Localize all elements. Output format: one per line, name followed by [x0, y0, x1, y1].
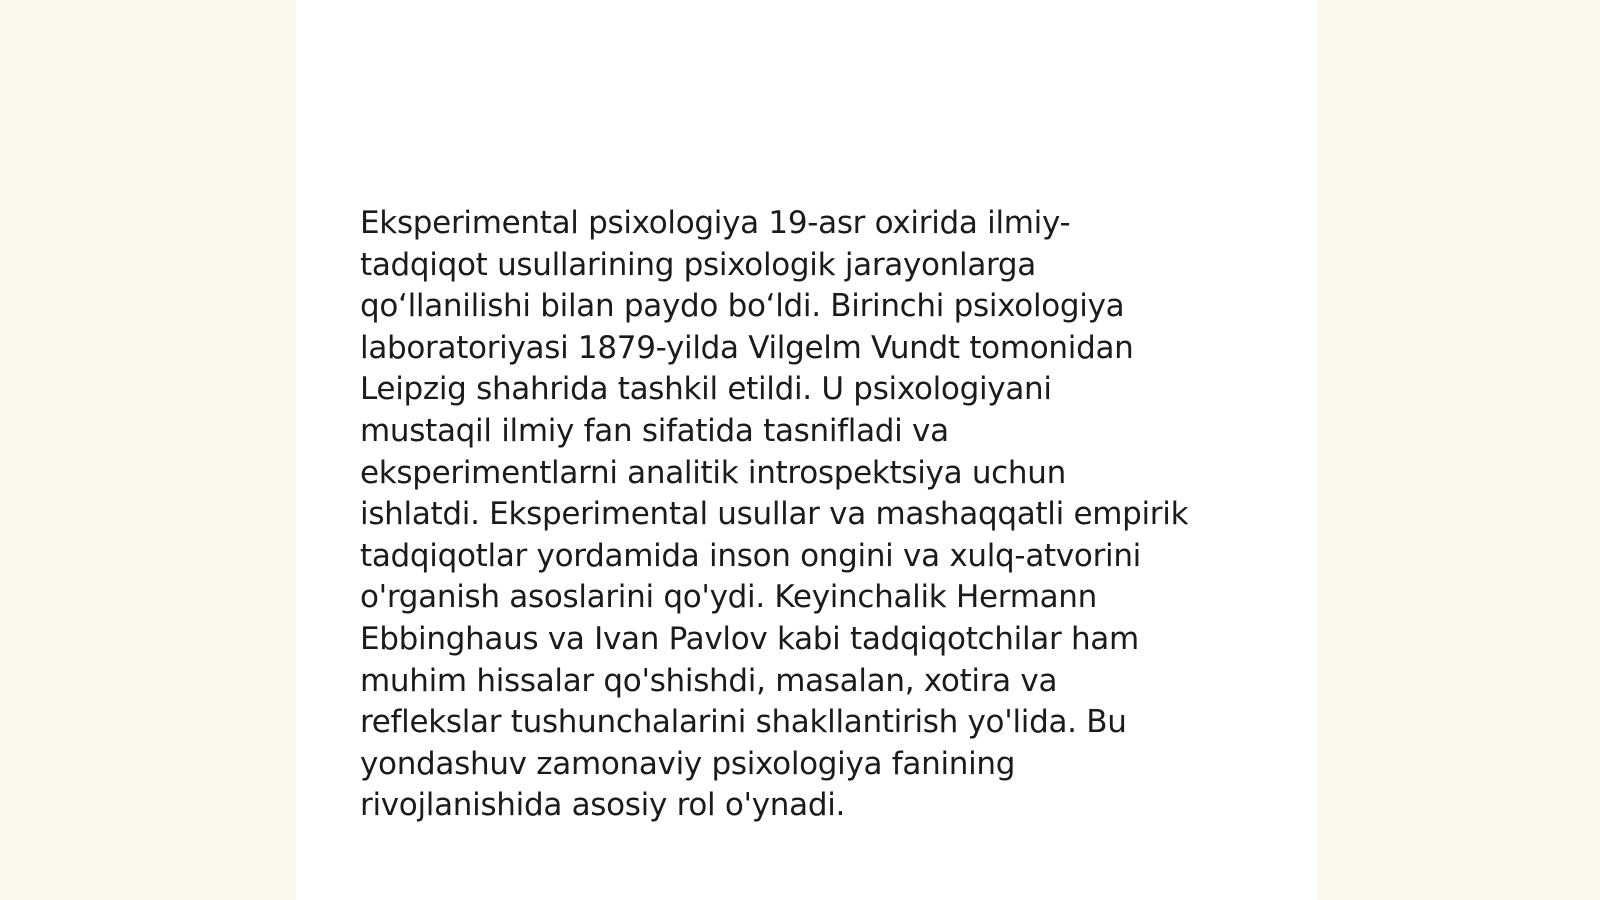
document-page: [296, 0, 1318, 900]
paragraph-line: qo‘llanilishi bilan paydo bo‘ldi. Birinchi psixologiya: [360, 288, 1125, 325]
paragraph-line: tadqiqotlar yordamida inson ongini va xulq-atvorini: [360, 537, 1141, 574]
paragraph-line: ishlatdi. Eksperimental usullar va mashaqqatli empirik: [360, 496, 1189, 533]
paragraph-line: reflekslar tushunchalarini shakllantirish yo'lida. Bu: [360, 704, 1127, 741]
body-paragraph: [360, 203, 1260, 827]
paragraph-line: Leipzig shahrida tashkil etildi. U psixologiyani: [360, 371, 1052, 408]
paragraph-line: Eksperimental psixologiya 19-asr oxirida ilmiy-: [360, 205, 1071, 241]
paragraph-line: eksperimentlarni analitik introspektsiya uchun: [360, 454, 1066, 491]
paragraph-line: rivojlanishida asosiy rol o'ynadi.: [360, 787, 846, 824]
paragraph-line: o'rganish asoslarini qo'ydi. Keyinchalik Hermann: [360, 579, 1097, 616]
paragraph-line: yondashuv zamonaviy psixologiya fanining: [360, 745, 1016, 782]
paragraph-line: mustaqil ilmiy fan sifatida tasnifladi va: [360, 412, 949, 449]
paragraph-line: laboratoriyasi 1879-yilda Vilgelm Vundt tomonidan: [360, 329, 1134, 366]
paragraph-line: Ebbinghaus va Ivan Pavlov kabi tadqiqotchilar ham: [360, 620, 1139, 657]
paragraph-line: tadqiqot usullarining psixologik jarayonlarga: [360, 246, 1037, 283]
paragraph-line: muhim hissalar qo'shishdi, masalan, xotira va: [360, 662, 1058, 699]
